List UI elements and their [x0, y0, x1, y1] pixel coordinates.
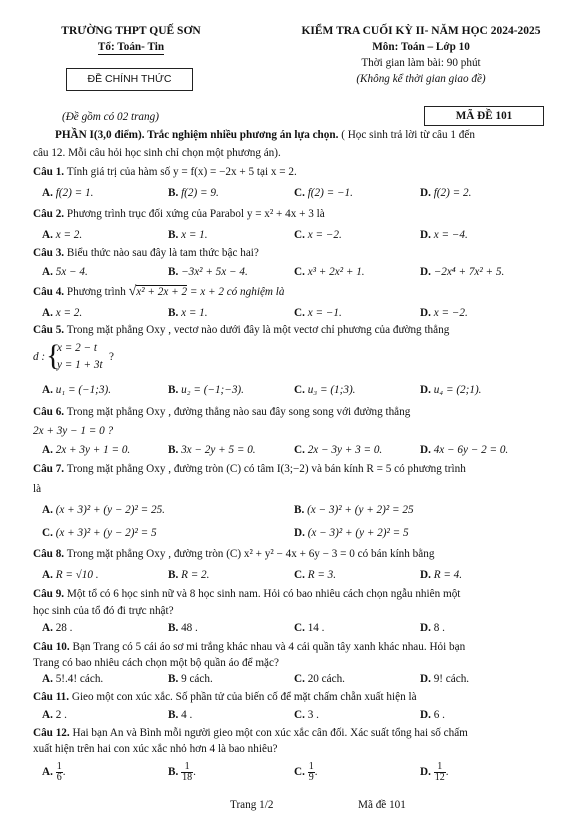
q3-option-b[interactable]: B. −3x² + 5x − 4. [168, 266, 248, 278]
question-12: Câu 12. Hai bạn An và Bình mỗi người gieo một con xúc xắc cân đối. Xác suất tổng hai số chấm [33, 727, 468, 739]
question-10-line2: Trang có bao nhiêu cách chọn một bộ quần áo để mặc? [33, 657, 279, 669]
q3-option-a[interactable]: A. 5x − 4. [42, 266, 88, 278]
question-2: Câu 2. Phương trình trục đối xứng của Parabol y = x² + 4x + 3 là [33, 208, 325, 220]
brace-icon: { [46, 339, 61, 372]
official-label: ĐỀ CHÍNH THỨC [87, 73, 172, 85]
q3-option-c[interactable]: C. x³ + 2x² + 1. [294, 266, 365, 278]
part-one-heading: PHẦN I(3,0 điểm). Trắc nghiệm nhiều phương án lựa chọn. ( Học sinh trả lời từ câu 1 đến [55, 129, 475, 141]
q2-option-d[interactable]: D. x = −4. [420, 229, 468, 241]
exam-code-box: MÃ ĐỀ 101 [424, 106, 544, 126]
question-6-line2: 2x + 3y − 1 = 0 ? [33, 425, 114, 437]
footer-code: Mã đề 101 [358, 799, 406, 811]
exam-title: KIỂM TRA CUỐI KỲ II- NĂM HỌC 2024-2025 [301, 25, 541, 37]
q8-option-c[interactable]: C. R = 3. [294, 569, 337, 581]
question-3: Câu 3. Biểu thức nào sau đây là tam thức bậc hai? [33, 247, 259, 259]
q11-option-b[interactable]: B. 4 . [168, 709, 193, 721]
q8-option-a[interactable]: A. R = √10 . [42, 569, 99, 581]
q4-option-a[interactable]: A. x = 2. [42, 307, 83, 319]
q2-option-a[interactable]: A. x = 2. [42, 229, 83, 241]
q4-option-d[interactable]: D. x = −2. [420, 307, 468, 319]
q5-option-c[interactable]: C. u₃ = (1;3). [294, 384, 356, 396]
q11-option-a[interactable]: A. 2 . [42, 709, 67, 721]
q10-option-d[interactable]: D. 9! cách. [420, 673, 470, 685]
question-12-line2: xuất hiện trên hai con xúc xắc nhỏ hơn 4 là bao nhiêu? [33, 743, 278, 755]
part-one-instruction: câu 12. Mỗi câu hỏi học sinh chỉ chọn một phương án). [33, 147, 281, 159]
fraction: $\frac{1}{6}$ [56, 761, 62, 783]
line-system: d : { x = 2 − t y = 1 + 3t ? [33, 339, 114, 372]
q3-option-d[interactable]: D. −2x⁴ + 7x² + 5. [420, 266, 505, 278]
sqrt-sign-icon: √ [128, 284, 137, 299]
question-6: Câu 6. Trong mặt phẳng Oxy , đường thẳng nào sau đây song song với đường thẳng [33, 406, 411, 418]
q7-option-c[interactable]: C. (x + 3)² + (y − 2)² = 5 [42, 527, 157, 539]
page-number: Trang 1/2 [230, 799, 274, 811]
fraction: $\frac{1}{12}$ [434, 761, 445, 783]
fraction: $\frac{1}{9}$ [308, 761, 314, 783]
q7-option-a[interactable]: A. (x + 3)² + (y − 2)² = 25. [42, 504, 165, 516]
subject: Môn: Toán – Lớp 10 [372, 41, 470, 53]
q10-option-c[interactable]: C. 20 cách. [294, 673, 345, 685]
q4-option-c[interactable]: C. x = −1. [294, 307, 342, 319]
exam-time-note: (Không kể thời gian giao đề) [356, 73, 486, 85]
official-box [66, 68, 193, 91]
q5-option-a[interactable]: A. u₁ = (−1;3). [42, 384, 112, 396]
question-11: Câu 11. Gieo một con xúc xắc. Số phần tử của biến cố để mặt chấm chẵn xuất hiện là [33, 691, 417, 703]
exam-time: Thời gian làm bài: 90 phút [361, 57, 481, 69]
q12-option-a[interactable]: A. $\frac{1}{6}$ . [42, 761, 66, 783]
q8-option-b[interactable]: B. R = 2. [168, 569, 210, 581]
q8-option-d[interactable]: D. R = 4. [420, 569, 463, 581]
q9-option-c[interactable]: C. 14 . [294, 622, 325, 634]
question-7: Câu 7. Trong mặt phẳng Oxy , đường tròn (C) có tâm I(3;−2) và bán kính R = 5 có phương trình [33, 463, 466, 475]
q9-option-a[interactable]: A. 28 . [42, 622, 73, 634]
q5-option-d[interactable]: D. u₄ = (2;1). [420, 384, 482, 396]
question-1: Câu 1. Tính giá trị của hàm số y = f(x) = −2x + 5 tại x = 2. [33, 166, 297, 178]
school-name: TRƯỜNG THPT QUẾ SƠN [61, 25, 201, 37]
q1-option-c[interactable]: C. f(2) = −1. [294, 187, 353, 199]
q11-option-d[interactable]: D. 6 . [420, 709, 445, 721]
question-8: Câu 8. Trong mặt phẳng Oxy , đường tròn (C) x² + y² − 4x + 6y − 3 = 0 có bán kính bằng [33, 548, 435, 560]
q6-option-c[interactable]: C. 2x − 3y + 3 = 0. [294, 444, 383, 456]
question-7-line2: là [33, 483, 42, 495]
q6-option-a[interactable]: A. 2x + 3y + 1 = 0. [42, 444, 131, 456]
question-10: Câu 10. Bạn Trang có 5 cái áo sơ mi trắng khác nhau và 4 cái quần tây xanh khác nhau. Hỏi bạn [33, 641, 466, 653]
q2-option-c[interactable]: C. x = −2. [294, 229, 342, 241]
q1-option-d[interactable]: D. f(2) = 2. [420, 187, 472, 199]
q2-option-b[interactable]: B. x = 1. [168, 229, 208, 241]
fraction: $\frac{1}{18}$ [182, 761, 193, 783]
q7-option-d[interactable]: D. (x − 3)² + (y + 2)² = 5 [294, 527, 409, 539]
q11-option-c[interactable]: C. 3 . [294, 709, 319, 721]
q9-option-d[interactable]: D. 8 . [420, 622, 445, 634]
question-4: Câu 4. Phương trình √x² + 2x + 2 = x + 2 có nghiệm là [33, 284, 285, 299]
q5-option-b[interactable]: B. u₂ = (−1;−3). [168, 384, 244, 396]
q4-option-b[interactable]: B. x = 1. [168, 307, 208, 319]
question-5: Câu 5. Trong mặt phẳng Oxy , vectơ nào dưới đây là một vectơ chỉ phương của đường thẳng [33, 324, 450, 336]
department: Tổ: Toán- Tin [97, 41, 165, 53]
q1-option-a[interactable]: A. f(2) = 1. [42, 187, 94, 199]
q6-option-b[interactable]: B. 3x − 2y + 5 = 0. [168, 444, 256, 456]
q12-option-d[interactable]: D. $\frac{1}{12}$ . [420, 761, 449, 783]
q6-option-d[interactable]: D. 4x − 6y − 2 = 0. [420, 444, 509, 456]
q10-option-b[interactable]: B. 9 cách. [168, 673, 213, 685]
q1-option-b[interactable]: B. f(2) = 9. [168, 187, 219, 199]
q7-option-b[interactable]: B. (x − 3)² + (y + 2)² = 25 [294, 504, 414, 516]
question-9: Câu 9. Một tổ có 6 học sinh nữ và 8 học sinh nam. Hỏi có bao nhiêu cách chọn ngẫu nhiên một [33, 588, 461, 600]
q9-option-b[interactable]: B. 48 . [168, 622, 198, 634]
q10-option-a[interactable]: A. 5!.4! cách. [42, 673, 104, 685]
pages-note: (Đề gồm có 02 trang) [62, 111, 159, 123]
q12-option-c[interactable]: C. $\frac{1}{9}$ . [294, 761, 318, 783]
q12-option-b[interactable]: B. $\frac{1}{18}$ . [168, 761, 196, 783]
question-9-line2: học sinh của tổ đó đi trực nhật? [33, 605, 174, 617]
